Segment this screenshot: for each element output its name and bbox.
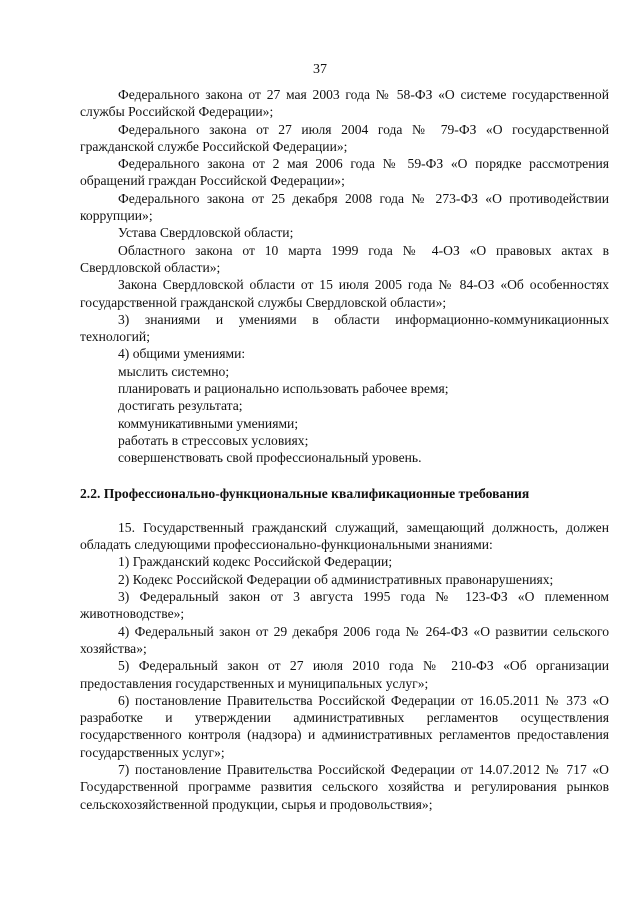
paragraph: 3) знаниями и умениями в области информационно-коммуникационных технологий; <box>80 311 609 345</box>
list-item: 2) Кодекс Российской Федерации об административных правонарушениях; <box>118 571 554 587</box>
paragraph: Федерального закона от 25 декабря 2008 года № 273-ФЗ «О противодействии коррупции»; <box>80 190 609 224</box>
list-item: коммуникативными умениями; <box>118 415 299 431</box>
list-item: 1) Гражданский кодекс Российской Федерации; <box>118 554 393 570</box>
list-item: 3) Федеральный закон от 3 августа 1995 года № 123-ФЗ «О племенном животноводстве»; <box>80 589 609 622</box>
paragraph: 15. Государственный гражданский служащий, замещающий должность, должен обладать следующими профессионально-функциональными знаниями: <box>80 519 609 553</box>
list-item: 4) Федеральный закон от 29 декабря 2006 года № 264-ФЗ «О развитии сельского хозяйства»; <box>80 623 609 656</box>
paragraph: Закона Свердловской области от 15 июля 2005 года № 84-ОЗ «Об особенностях государственной гражданской службы Свердловской области»; <box>80 277 609 310</box>
section-heading: 2.2. Профессионально-функциональные квалификационные требования <box>80 485 530 501</box>
list-item: 7) постановление Правительства Российской Федерации от 14.07.2012 № 717 «О Государственной программе развития сельского хозяйства и регулирования рынков сельскохозяйственной продукции, сырья и продовольствия»; <box>80 761 609 812</box>
list-item: работать в стрессовых условиях; <box>118 432 309 448</box>
page-number: 37 <box>313 62 327 77</box>
list-item: достигать результата; <box>118 398 243 414</box>
paragraph: 4) общими умениями: <box>118 346 246 362</box>
paragraph: Федерального закона от 2 мая 2006 года № 59-ФЗ «О порядке рассмотрения обращений граждан Российской Федерации»; <box>80 156 609 189</box>
paragraph: Федерального закона от 27 мая 2003 года № 58-ФЗ «О системе государственной службы Российской Федерации»; <box>80 87 609 120</box>
paragraph: Устава Свердловской области; <box>118 225 294 241</box>
list-item: планировать и рационально использовать рабочее время; <box>118 381 449 397</box>
list-item: 5) Федеральный закон от 27 июля 2010 года № 210-ФЗ «Об организации предоставления государственных и муниципальных услуг»; <box>80 658 609 691</box>
list-item: мыслить системно; <box>118 363 230 379</box>
paragraph: Федерального закона от 27 июля 2004 года № 79-ФЗ «О государственной гражданской службе Российской Федерации»; <box>80 121 609 154</box>
list-item: совершенствовать свой профессиональный уровень. <box>118 450 422 466</box>
document-body <box>80 86 609 813</box>
list-item: 6) постановление Правительства Российской Федерации от 16.05.2011 № 373 «О разработке и утверждении административных регламентов осуществления государственного контроля (надзора) и административных регламентов предоставления государственных услуг»; <box>80 692 609 760</box>
paragraph: Областного закона от 10 марта 1999 года № 4-ОЗ «О правовых актах в Свердловской области»; <box>80 242 609 275</box>
